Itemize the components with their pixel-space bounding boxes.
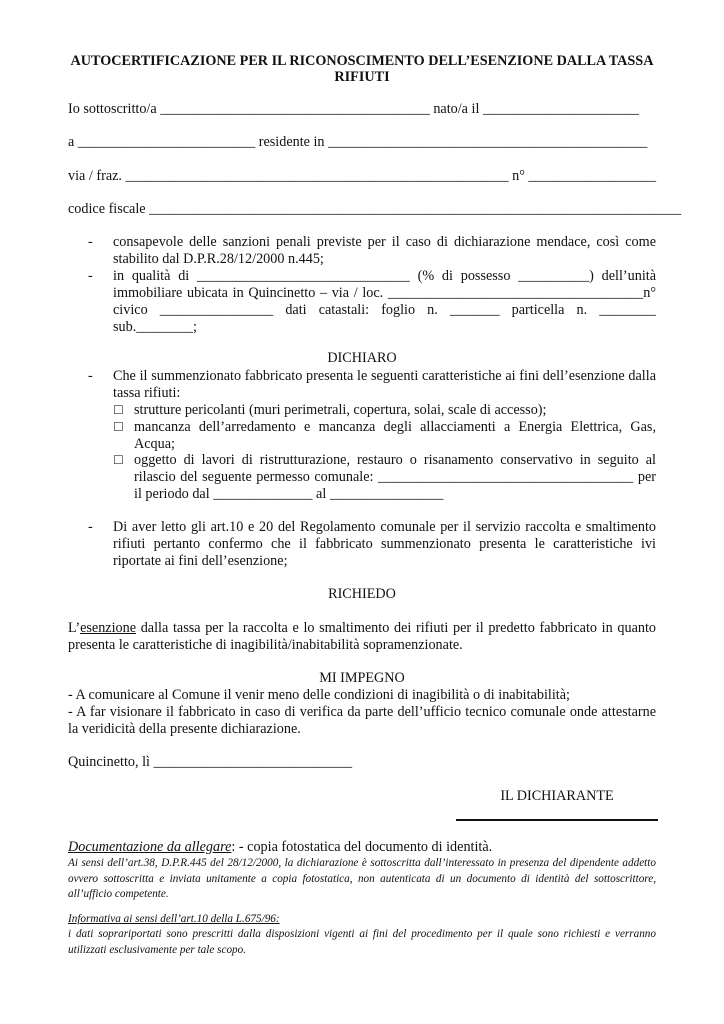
- name-birth-field[interactable]: Io sottoscritto/a ______________________________________ nato/a il ______________________: [68, 101, 640, 117]
- place-date-field[interactable]: Quincinetto, lì ____________________________: [68, 754, 353, 770]
- declaration-text: consapevole delle sanzioni penali previste per il caso di dichiarazione mendace, così come stabilito dal D.P.R.28/12/2000 n.445;: [113, 234, 656, 267]
- dichiaro-heading: DICHIARO: [327, 350, 397, 366]
- dichiaro-intro-text: Che il summenzionato fabbricato presenta le seguenti caratteristiche ai fini dell’esenzione dalla tassa rifiuti:: [113, 368, 656, 401]
- regolamento-statement: [88, 519, 656, 570]
- richiedo-heading: RICHIEDO: [328, 586, 396, 602]
- richiedo-prefix: L’: [68, 620, 81, 636]
- option-label[interactable]: oggetto di lavori di ristrutturazione, restauro o risanamento conservativo in seguito al rilascio del seguente permesso comunale: ____________________________________ per il periodo dal ______________ al ________________: [134, 452, 656, 502]
- documentation-text: : - copia fotostatica del documento di identità.: [231, 839, 493, 855]
- dichiaro-intro: [88, 368, 656, 402]
- option-label: strutture pericolanti (muri perimetrali, copertura, solai, scale di accesso);: [134, 402, 547, 418]
- richiedo-rest: dalla tassa per la raccolta e lo smaltimento dei rifiuti per il predetto fabbricato in quanto presenta le caratteristiche di inagibilità/inabitabilità sopramenzionate.: [68, 620, 656, 653]
- richiedo-paragraph: [68, 620, 656, 654]
- tax-code-field[interactable]: codice fiscale ___________________________________________________________________________: [68, 201, 682, 217]
- bullet-dash: -: [88, 519, 93, 535]
- checkbox-icon[interactable]: ☐: [113, 420, 124, 434]
- richiedo-underlined-word: esenzione: [80, 620, 137, 636]
- option-label: mancanza dell’arredamento e mancanza degli allacciamenti a Energia Elettrica, Gas, Acqua;: [134, 419, 656, 452]
- documentation-label: Documentazione da allegare: [68, 839, 232, 855]
- checkbox-icon[interactable]: ☐: [113, 453, 124, 467]
- bullet-dash: -: [88, 234, 93, 250]
- signature-line[interactable]: [456, 819, 658, 821]
- declaration-ownership[interactable]: [88, 268, 656, 336]
- option-renovation[interactable]: [113, 452, 656, 503]
- privacy-text: i dati soprariportati sono prescritti dalla disposizioni vigenti ai fini del procedimento per il quale sono richiesti e verranno utilizzati esclusivamente per tale scopo.: [68, 928, 656, 956]
- privacy-title: Informativa ai sensi dell’art.10 della L.675/96:: [68, 913, 280, 925]
- impegno-item: - A comunicare al Comune il venir meno delle condizioni di inagibilità o di inabitabilità;: [68, 687, 570, 703]
- impegno-heading: MI IMPEGNO: [319, 670, 405, 686]
- bullet-dash: -: [88, 268, 93, 284]
- residence-field[interactable]: a _________________________ residente in _____________________________________________: [68, 134, 648, 150]
- dpr-note: Ai sensi dell’art.38, D.P.R.445 del 28/12/2000, la dichiarazione è sottoscritta dall’interessato in presenza del dipendente addetto ovvero sottoscritta e inviata unitamente a copia fotostatica, non autenticata di un documento di identità del sottoscrittore, all’ufficio competente.: [68, 857, 656, 900]
- documentation-note: [68, 839, 656, 856]
- impegno-item: - A far visionare il fabbricato in caso di verifica da parte dell’ufficio tecnico comunale onde attestarne la veridicità della presente dichiarazione.: [68, 704, 656, 737]
- address-field[interactable]: via / fraz. ______________________________________________________ n° __________________: [68, 168, 657, 184]
- declaration-text[interactable]: in qualità di ______________________________ (% di possesso __________) dell’unità immobiliare ubicata in Quincinetto – via / loc. ____________________________________n° civico ________________ dati catastali: foglio n. _______ particella n. ________ sub.________;: [113, 268, 656, 335]
- regolamento-text: Di aver letto gli art.10 e 20 del Regolamento comunale per il servizio raccolta e smaltimento rifiuti pertanto confermo che il fabbricato summenzionato presenta le caratteristiche ivi riportate ai fini dell’esenzione;: [113, 519, 656, 569]
- option-utilities[interactable]: [113, 419, 656, 453]
- signature-label: IL DICHIARANTE: [500, 788, 614, 804]
- declaration-awareness: [88, 234, 656, 268]
- document-title: AUTOCERTIFICAZIONE PER IL RICONOSCIMENTO DELL’ESENZIONE DALLA TASSA RIFIUTI: [70, 53, 654, 85]
- bullet-dash: -: [88, 368, 93, 384]
- checkbox-icon[interactable]: ☐: [113, 403, 124, 417]
- option-structures[interactable]: [113, 402, 656, 419]
